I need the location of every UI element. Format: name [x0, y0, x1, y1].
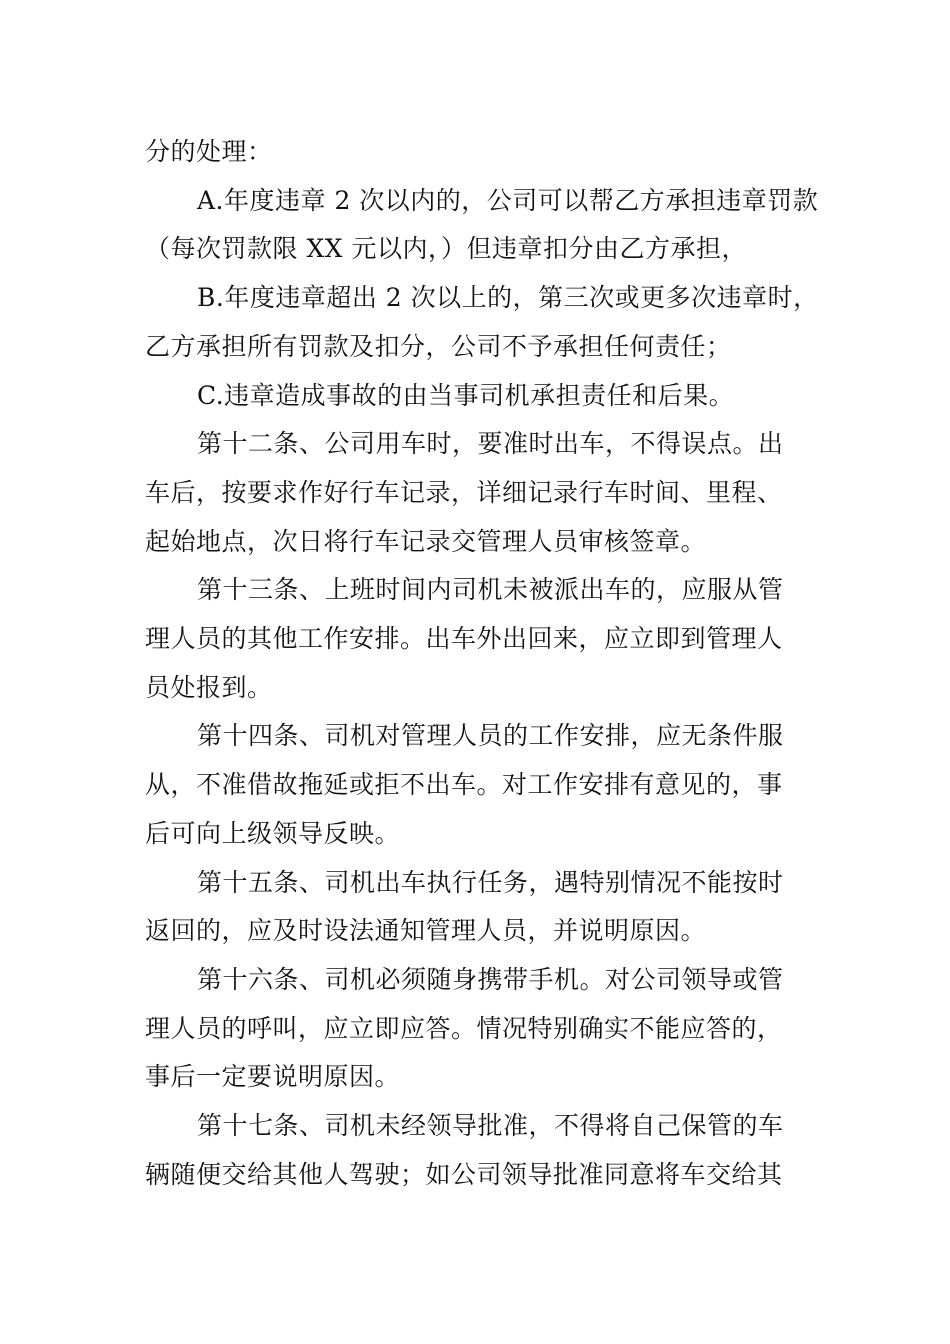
text-line: B.年度违章超出 2 次以上的，第三次或更多次违章时， — [197, 283, 819, 313]
text-line: A.年度违章 2 次以内的，公司可以帮乙方承担违章罚款 — [197, 185, 819, 215]
document-body — [145, 128, 819, 1199]
text-line: 车后，按要求作好行车记录，详细记录行车时间、里程、 — [145, 477, 783, 507]
text-line: 事后一定要说明原因。 — [145, 1062, 401, 1092]
text-line: 起始地点，次日将行车记录交管理人员审核签章。 — [145, 526, 707, 556]
paragraph-continuation — [145, 128, 810, 177]
text-line: 乙方承担所有罚款及扣分，公司不予承担任何责任； — [145, 331, 732, 361]
paragraph-item-a — [145, 177, 819, 274]
paragraph-article-14 — [145, 712, 810, 858]
text-line: 员处报到。 — [145, 672, 273, 702]
text-line: 理人员的其他工作安排。出车外出回来，应立即到管理人 — [145, 624, 783, 654]
text-line: 第十三条、上班时间内司机未被派出车的，应服从管 — [197, 575, 784, 605]
text-line: 辆随便交给其他人驾驶；如公司领导批准同意将车交给其 — [145, 1159, 783, 1189]
paragraph-article-17 — [145, 1102, 810, 1199]
text-line: 第十五条、司机出车执行任务，遇特别情况不能按时 — [197, 867, 784, 897]
paragraph-article-16 — [145, 956, 810, 1102]
paragraph-article-12 — [145, 420, 810, 566]
text-line: 返回的，应及时设法通知管理人员，并说明原因。 — [145, 916, 707, 946]
text-line: 后可向上级领导反映。 — [145, 818, 401, 848]
text-line: 分的处理： — [145, 137, 273, 166]
text-line: 第十七条、司机未经领导批准，不得将自己保管的车 — [197, 1111, 784, 1141]
paragraph-article-13 — [145, 566, 810, 712]
text-line: 从，不准借故拖延或拒不出车。对工作安排有意见的，事 — [145, 770, 783, 800]
paragraph-item-b — [145, 274, 819, 371]
paragraph-item-c — [145, 372, 810, 421]
text-line: （每次罚款限 XX 元以内，）但违章扣分由乙方承担， — [145, 234, 747, 264]
text-line: 第十四条、司机对管理人员的工作安排，应无条件服 — [197, 721, 784, 751]
text-line: 第十六条、司机必须随身携带手机。对公司领导或管 — [197, 964, 784, 994]
text-line: C.违章造成事故的由当事司机承担责任和后果。 — [197, 380, 735, 410]
text-line: 第十二条、公司用车时，要准时出车，不得误点。出 — [197, 429, 784, 459]
paragraph-article-15 — [145, 859, 810, 956]
text-line: 理人员的呼叫，应立即应答。情况特别确实不能应答的， — [145, 1013, 783, 1043]
